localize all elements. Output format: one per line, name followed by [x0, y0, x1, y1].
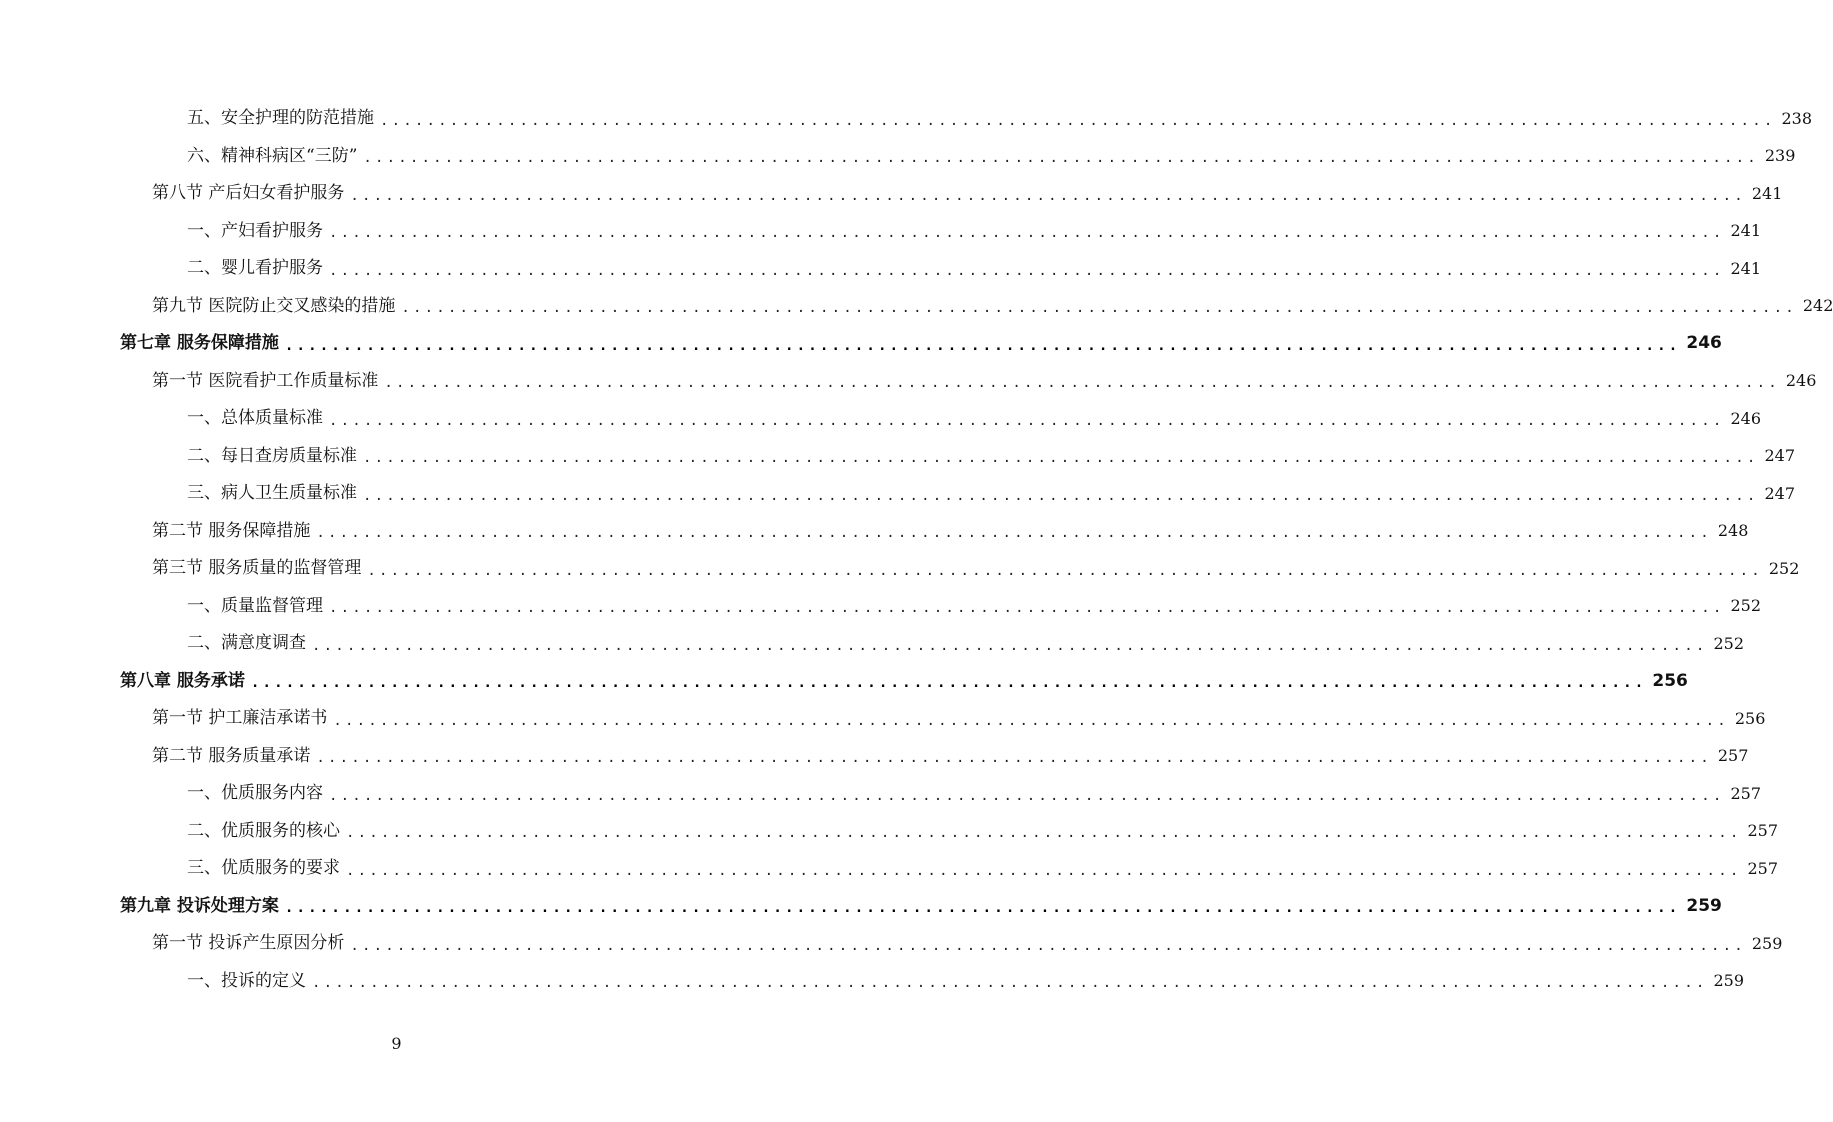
- toc-dot-leader: ........................................................................................................................: [316, 750, 1712, 767]
- toc-chapter-entry[interactable]: [0, 325, 1722, 363]
- toc-dot-leader: ........................................................................................................................: [329, 600, 1725, 617]
- table-of-contents: [0, 100, 1833, 1000]
- toc-entry-page: 259: [1713, 971, 1744, 991]
- toc-entry-title: 第一节 护工廉洁承诺书: [152, 710, 333, 727]
- toc-section-entry[interactable]: [0, 175, 1783, 213]
- toc-entry-title: 六、精神科病区“三防”: [187, 148, 363, 165]
- toc-subsection-entry[interactable]: [0, 588, 1761, 626]
- toc-entry-page: 241: [1730, 221, 1761, 241]
- toc-dot-leader: ........................................................................................................................: [284, 900, 1681, 917]
- toc-entry-title: 第二节 服务质量承诺: [152, 748, 316, 765]
- toc-dot-leader: ........................................................................................................................: [350, 187, 1746, 204]
- toc-entry-title: 第八节 产后妇女看护服务: [152, 185, 350, 202]
- toc-subsection-entry[interactable]: [0, 138, 1796, 176]
- toc-dot-leader: ........................................................................................................................: [312, 975, 1708, 992]
- toc-dot-leader: ........................................................................................................................: [329, 787, 1725, 804]
- toc-subsection-entry[interactable]: [0, 625, 1744, 663]
- toc-section-entry[interactable]: [0, 288, 1833, 326]
- toc-entry-title: 一、投诉的定义: [187, 973, 312, 990]
- toc-chapter-entry[interactable]: [0, 888, 1722, 926]
- toc-subsection-entry[interactable]: [0, 775, 1761, 813]
- toc-entry-page: 257: [1717, 746, 1749, 766]
- toc-entry-page: 257: [1730, 783, 1761, 803]
- toc-dot-leader: ........................................................................................................................: [250, 675, 1647, 692]
- toc-dot-leader: ........................................................................................................................: [284, 337, 1681, 354]
- toc-entry-page: 248: [1717, 521, 1749, 541]
- toc-dot-leader: ........................................................................................................................: [367, 562, 1763, 579]
- toc-entry-title: 第八章 服务承诺: [120, 673, 251, 690]
- toc-subsection-entry[interactable]: [0, 400, 1761, 438]
- toc-dot-leader: ........................................................................................................................: [350, 937, 1746, 954]
- toc-entry-title: 二、每日查房质量标准: [187, 448, 363, 465]
- toc-entry-title: 第九节 医院防止交叉感染的措施: [152, 298, 401, 315]
- toc-entry-page: 246: [1785, 371, 1817, 391]
- toc-entry-title: 一、优质服务内容: [187, 785, 329, 802]
- toc-dot-leader: ........................................................................................................................: [333, 712, 1729, 729]
- toc-entry-title: 一、产妇看护服务: [187, 223, 329, 240]
- toc-section-entry[interactable]: [0, 363, 1817, 401]
- toc-entry-page: 257: [1747, 858, 1778, 878]
- toc-entry-title: 第七章 服务保障措施: [120, 335, 285, 352]
- toc-entry-page: 241: [1751, 183, 1783, 203]
- toc-entry-title: 二、满意度调查: [187, 635, 312, 652]
- toc-entry-title: 第二节 服务保障措施: [152, 523, 316, 540]
- toc-entry-page: 252: [1730, 596, 1761, 616]
- toc-dot-leader: ........................................................................................................................: [346, 862, 1742, 879]
- toc-entry-title: 三、优质服务的要求: [187, 860, 346, 877]
- toc-entry-page: 259: [1751, 933, 1783, 953]
- toc-entry-page: 256: [1652, 670, 1688, 691]
- toc-entry-title: 二、优质服务的核心: [187, 823, 346, 840]
- toc-dot-leader: ........................................................................................................................: [380, 112, 1776, 129]
- toc-subsection-entry[interactable]: [0, 438, 1795, 476]
- toc-entry-page: 256: [1734, 708, 1766, 728]
- toc-entry-page: 238: [1781, 108, 1812, 128]
- toc-dot-leader: ........................................................................................................................: [329, 225, 1725, 242]
- toc-chapter-entry[interactable]: [0, 663, 1688, 701]
- toc-entry-page: 239: [1764, 146, 1796, 166]
- toc-entry-title: 五、安全护理的防范措施: [187, 110, 380, 127]
- toc-dot-leader: ........................................................................................................................: [363, 150, 1759, 167]
- toc-entry-page: 241: [1730, 258, 1761, 278]
- toc-dot-leader: ........................................................................................................................: [363, 450, 1759, 467]
- toc-entry-title: 第三节 服务质量的监督管理: [152, 560, 367, 577]
- toc-section-entry[interactable]: [0, 700, 1766, 738]
- toc-entry-page: 252: [1713, 633, 1744, 653]
- toc-dot-leader: ........................................................................................................................: [384, 375, 1780, 392]
- toc-entry-page: 242: [1802, 296, 1833, 316]
- toc-entry-page: 246: [1730, 408, 1761, 428]
- toc-entry-page: 247: [1764, 483, 1795, 503]
- toc-dot-leader: ........................................................................................................................: [346, 825, 1742, 842]
- toc-dot-leader: ........................................................................................................................: [363, 487, 1759, 504]
- toc-entry-title: 第一节 投诉产生原因分析: [152, 935, 350, 952]
- toc-section-entry[interactable]: [0, 550, 1800, 588]
- toc-subsection-entry[interactable]: [0, 963, 1744, 1001]
- toc-section-entry[interactable]: [0, 925, 1783, 963]
- toc-dot-leader: ........................................................................................................................: [401, 300, 1797, 317]
- toc-dot-leader: ........................................................................................................................: [312, 637, 1708, 654]
- toc-entry-title: 二、婴儿看护服务: [187, 260, 329, 277]
- toc-dot-leader: ........................................................................................................................: [329, 262, 1725, 279]
- toc-dot-leader: ........................................................................................................................: [329, 412, 1725, 429]
- toc-entry-page: 252: [1768, 558, 1800, 578]
- toc-subsection-entry[interactable]: [0, 213, 1761, 251]
- toc-section-entry[interactable]: [0, 513, 1749, 551]
- toc-subsection-entry[interactable]: [0, 475, 1795, 513]
- toc-entry-title: 一、总体质量标准: [187, 410, 329, 427]
- toc-section-entry[interactable]: [0, 738, 1749, 776]
- toc-entry-page: 259: [1686, 895, 1722, 916]
- toc-dot-leader: ........................................................................................................................: [316, 525, 1712, 542]
- toc-entry-title: 三、病人卫生质量标准: [187, 485, 363, 502]
- toc-subsection-entry[interactable]: [0, 813, 1778, 851]
- toc-entry-title: 第一节 医院看护工作质量标准: [152, 373, 384, 390]
- toc-entry-page: 257: [1747, 821, 1778, 841]
- toc-entry-title: 第九章 投诉处理方案: [120, 898, 285, 915]
- toc-entry-title: 一、质量监督管理: [187, 598, 329, 615]
- toc-entry-page: 246: [1686, 333, 1722, 354]
- toc-subsection-entry[interactable]: [0, 100, 1812, 138]
- toc-entry-page: 247: [1764, 446, 1795, 466]
- toc-subsection-entry[interactable]: [0, 250, 1761, 288]
- toc-subsection-entry[interactable]: [0, 850, 1778, 888]
- page-number: 9: [391, 1034, 402, 1053]
